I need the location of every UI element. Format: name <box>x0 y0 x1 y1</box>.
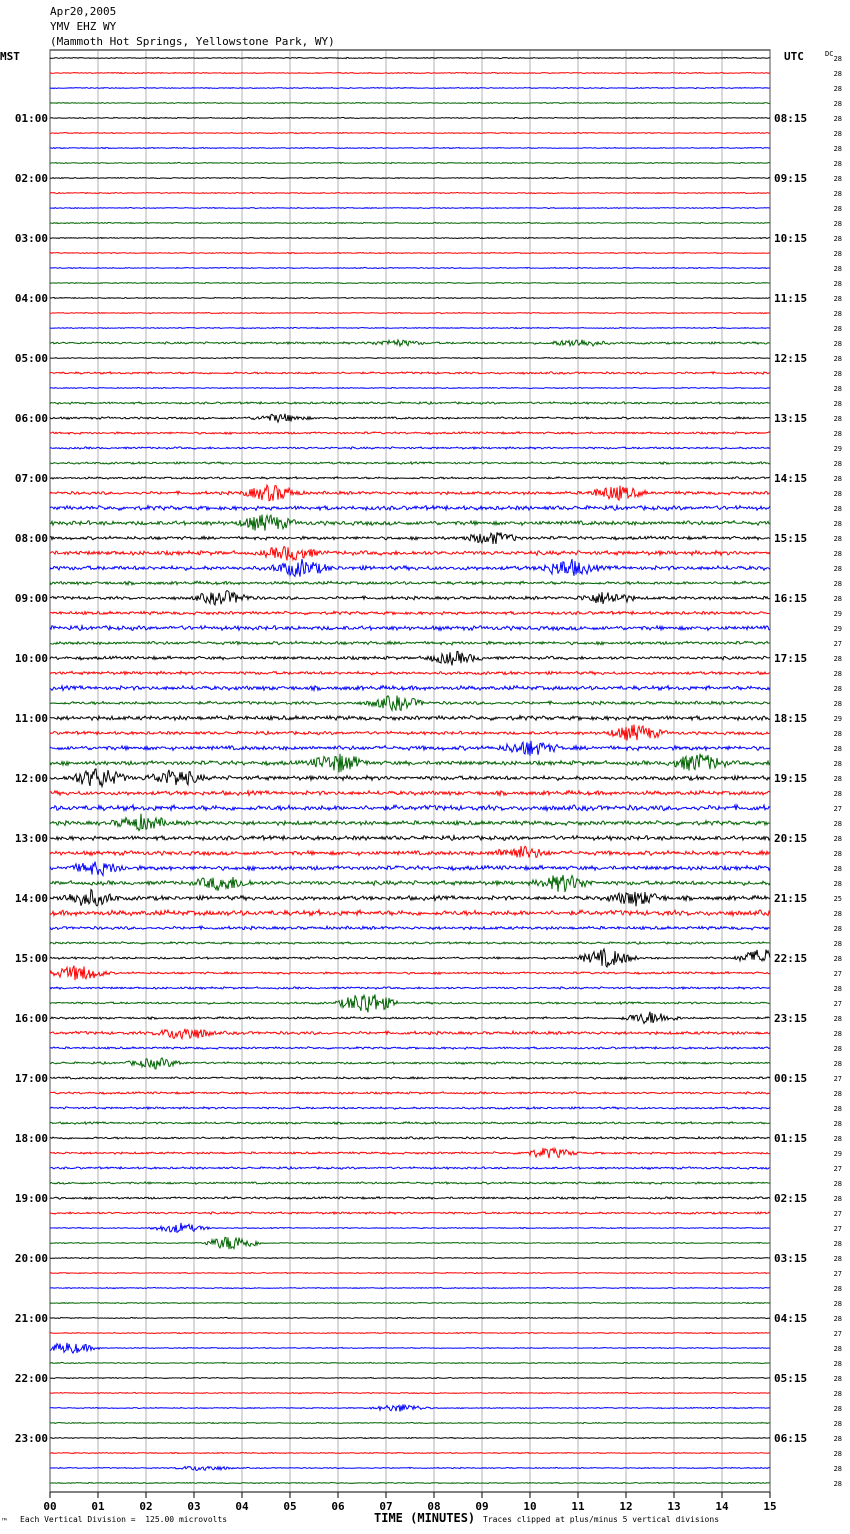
utc-hour-label: 22:15 <box>774 952 808 965</box>
dc-offset: 28 <box>833 460 842 468</box>
trace-line <box>50 1029 770 1039</box>
dc-offset: 27 <box>833 1075 842 1083</box>
trace-line <box>50 1287 770 1288</box>
mst-hour-label: 05:00 <box>14 352 48 365</box>
utc-hour-label: 00:15 <box>774 1072 808 1085</box>
dc-offset: 29 <box>833 625 842 633</box>
mst-hour-label: 02:00 <box>14 172 48 185</box>
dc-offset: 28 <box>833 1060 842 1068</box>
station-location: (Mammoth Hot Springs, Yellowstone Park, WY) <box>50 35 335 48</box>
mst-hour-label: 07:00 <box>14 472 48 485</box>
mst-hour-label: 03:00 <box>14 232 48 245</box>
trace-line <box>50 1223 770 1232</box>
dc-offset: 28 <box>833 835 842 843</box>
dc-offset: 28 <box>833 295 842 303</box>
mst-hour-label: 04:00 <box>14 292 48 305</box>
trace-line <box>50 267 770 268</box>
utc-hour-label: 23:15 <box>774 1012 808 1025</box>
trace-line <box>50 862 770 876</box>
seismic-traces <box>50 57 770 1483</box>
x-tick-label: 05 <box>283 1500 297 1513</box>
dc-offset: 28 <box>833 535 842 543</box>
dc-offset: 28 <box>833 1420 842 1428</box>
trace-line <box>50 1452 770 1453</box>
dc-offset: 28 <box>833 940 842 948</box>
dc-offset: 28 <box>833 145 842 153</box>
trace-line <box>50 162 770 163</box>
trace-line <box>50 485 770 501</box>
trace-line <box>50 297 770 298</box>
trace-line <box>50 1392 770 1393</box>
x-tick-label: 02 <box>139 1500 153 1513</box>
dc-offset: 27 <box>833 1165 842 1173</box>
trace-line <box>50 651 770 665</box>
trace-line <box>50 581 770 585</box>
trace-line <box>50 1422 770 1423</box>
plot-frame <box>50 50 770 1492</box>
trace-line <box>50 1122 770 1124</box>
dc-offset: 28 <box>833 1015 842 1023</box>
dc-offset: 28 <box>833 1030 842 1038</box>
dc-offset: 28 <box>833 490 842 498</box>
utc-hour-label: 18:15 <box>774 712 808 725</box>
dc-offset: 28 <box>833 580 842 588</box>
dc-offset: 28 <box>833 100 842 108</box>
dc-offset: 28 <box>833 1135 842 1143</box>
dc-offset: 28 <box>833 655 842 663</box>
trace-line <box>50 769 770 787</box>
utc-hour-label: 11:15 <box>774 292 808 305</box>
utc-hour-label: 01:15 <box>774 1132 808 1145</box>
dc-offset: 28 <box>833 1045 842 1053</box>
dc-offset: 28 <box>833 1180 842 1188</box>
trace-line <box>50 591 770 605</box>
trace-line <box>50 132 770 133</box>
dc-offset: 28 <box>833 985 842 993</box>
dc-offset: 28 <box>833 1105 842 1113</box>
mst-hour-label: 21:00 <box>14 1312 48 1325</box>
dc-offset: 27 <box>833 970 842 978</box>
trace-line <box>50 910 770 916</box>
dc-offset: 28 <box>833 205 842 213</box>
dc-offset: 28 <box>833 865 842 873</box>
dc-offset: 29 <box>833 610 842 618</box>
dc-offset: 28 <box>833 340 842 348</box>
mst-hour-label: 08:00 <box>14 532 48 545</box>
trace-line <box>50 532 770 544</box>
utc-hour-label: 04:15 <box>774 1312 808 1325</box>
dc-offset: 28 <box>833 265 842 273</box>
trace-line <box>50 87 770 88</box>
trace-line <box>50 1167 770 1169</box>
trace-line <box>50 1272 770 1273</box>
trace-line <box>50 611 770 615</box>
trace-line <box>50 805 770 811</box>
trace-line <box>50 1404 770 1411</box>
dc-offset: 28 <box>833 775 842 783</box>
mst-hour-label: 22:00 <box>14 1372 48 1385</box>
dc-offset: 28 <box>833 1300 842 1308</box>
mst-hour-label: 06:00 <box>14 412 48 425</box>
dc-offset: 28 <box>833 1090 842 1098</box>
trace-line <box>50 1148 770 1158</box>
utc-hour-label: 20:15 <box>774 832 808 845</box>
trace-line <box>50 147 770 148</box>
mst-hour-label: 23:00 <box>14 1432 48 1445</box>
trace-line <box>50 696 770 711</box>
trace-line <box>50 1047 770 1049</box>
dc-offset: 28 <box>833 1405 842 1413</box>
utc-hour-label: 21:15 <box>774 892 808 905</box>
trace-line <box>50 846 770 858</box>
trace-line <box>50 890 770 907</box>
dc-offset: 28 <box>833 430 842 438</box>
dc-offset: 28 <box>833 1120 842 1128</box>
dc-offset: 28 <box>833 1195 842 1203</box>
dc-offset: 28 <box>833 925 842 933</box>
trace-line <box>50 949 770 967</box>
dc-offset: 28 <box>833 235 842 243</box>
trace-line <box>50 1182 770 1184</box>
mst-hour-label: 09:00 <box>14 592 48 605</box>
trace-line <box>50 237 770 238</box>
dc-offset: 28 <box>833 1390 842 1398</box>
dc-offset: 28 <box>833 280 842 288</box>
trace-line <box>50 477 770 479</box>
trace-line <box>50 462 770 464</box>
trace-line <box>50 641 770 645</box>
dc-offset: 28 <box>833 745 842 753</box>
trace-line <box>50 942 770 944</box>
utc-label: UTC <box>784 50 804 63</box>
trace-line <box>50 1343 770 1353</box>
dc-offset: 28 <box>833 730 842 738</box>
time-labels <box>15 55 842 1513</box>
trace-line <box>50 1302 770 1303</box>
dc-offset: 28 <box>833 670 842 678</box>
trace-line <box>50 1137 770 1139</box>
utc-hour-label: 16:15 <box>774 592 808 605</box>
trace-line <box>50 1012 770 1024</box>
dc-offset: 28 <box>833 1345 842 1353</box>
station-code: YMV EHZ WY <box>50 20 117 33</box>
x-tick-label: 15 <box>763 1500 777 1513</box>
trace-line <box>50 402 770 404</box>
dc-offset: 28 <box>833 1315 842 1323</box>
utc-hour-label: 19:15 <box>774 772 808 785</box>
dc-offset: 27 <box>833 640 842 648</box>
mst-hour-label: 18:00 <box>14 1132 48 1145</box>
trace-line <box>50 222 770 223</box>
dc-offset: 28 <box>833 85 842 93</box>
x-tick-label: 10 <box>523 1500 537 1513</box>
dc-offset: 28 <box>833 1285 842 1293</box>
dc-offset: 28 <box>833 790 842 798</box>
trace-line <box>50 57 770 58</box>
dc-offset: 27 <box>833 1225 842 1233</box>
x-tick-label: 08 <box>427 1500 441 1513</box>
dc-offset: 28 <box>833 1435 842 1443</box>
trace-line <box>50 671 770 675</box>
grid-lines <box>50 50 770 1498</box>
dc-offset: 28 <box>833 565 842 573</box>
dc-offset: 29 <box>833 1150 842 1158</box>
utc-hour-label: 15:15 <box>774 532 808 545</box>
trace-line <box>50 117 770 118</box>
mst-hour-label: 14:00 <box>14 892 48 905</box>
trace-line <box>50 1466 770 1470</box>
trace-line <box>50 716 770 721</box>
dc-offset: 28 <box>833 385 842 393</box>
utc-hour-label: 12:15 <box>774 352 808 365</box>
trace-line <box>50 1197 770 1199</box>
trace-line <box>50 1058 770 1069</box>
utc-hour-label: 03:15 <box>774 1252 808 1265</box>
mst-hour-label: 19:00 <box>14 1192 48 1205</box>
trace-line <box>50 192 770 193</box>
dc-offset: 27 <box>833 1210 842 1218</box>
trace-line <box>50 252 770 253</box>
trace-line <box>50 926 770 930</box>
utc-hour-label: 05:15 <box>774 1372 808 1385</box>
mst-hour-label: 13:00 <box>14 832 48 845</box>
x-tick-label: 06 <box>331 1500 345 1513</box>
dc-offset: 28 <box>833 1375 842 1383</box>
x-tick-label: 14 <box>715 1500 729 1513</box>
dc-offset: 28 <box>833 130 842 138</box>
mst-hour-label: 11:00 <box>14 712 48 725</box>
x-tick-label: 01 <box>91 1500 105 1513</box>
dc-offset: 28 <box>833 175 842 183</box>
dc-offset: 28 <box>833 325 842 333</box>
trace-line <box>50 447 770 449</box>
dc-offset: 28 <box>833 70 842 78</box>
mst-hour-label: 12:00 <box>14 772 48 785</box>
mst-hour-label: 20:00 <box>14 1252 48 1265</box>
utc-hour-label: 10:15 <box>774 232 808 245</box>
x-tick-label: 03 <box>187 1500 201 1513</box>
trace-line <box>50 1237 770 1249</box>
dc-offset: 27 <box>833 1330 842 1338</box>
dc-offset: 28 <box>833 700 842 708</box>
trace-line <box>50 814 770 831</box>
trace-line <box>50 72 770 73</box>
trace-line <box>50 282 770 283</box>
trace-line <box>50 547 770 561</box>
utc-hour-label: 08:15 <box>774 112 808 125</box>
dc-offset: 28 <box>833 310 842 318</box>
mst-hour-label: 17:00 <box>14 1072 48 1085</box>
dc-offset: 28 <box>833 1465 842 1473</box>
scale-note: Each Vertical Division = 125.00 microvolts <box>20 1515 228 1524</box>
dc-offset: 28 <box>833 220 842 228</box>
trace-line <box>50 1377 770 1378</box>
x-tick-label: 12 <box>619 1500 633 1513</box>
dc-offset: 29 <box>833 715 842 723</box>
trace-line <box>50 1362 770 1363</box>
utc-hour-label: 17:15 <box>774 652 808 665</box>
dc-offset: 28 <box>833 370 842 378</box>
trace-line <box>50 1092 770 1094</box>
trace-line <box>50 312 770 313</box>
trace-line <box>50 1317 770 1318</box>
trace-line <box>50 1482 770 1483</box>
trace-line <box>50 357 770 358</box>
dc-offset: 28 <box>833 400 842 408</box>
dc-offset: 27 <box>833 1270 842 1278</box>
dc-offset: 27 <box>833 1000 842 1008</box>
trace-line <box>50 1212 770 1214</box>
dc-offset: 28 <box>833 1450 842 1458</box>
trace-line <box>50 725 770 741</box>
trace-line <box>50 791 770 796</box>
x-axis-label: TIME (MINUTES) <box>374 1511 476 1525</box>
utc-hour-label: 06:15 <box>774 1432 808 1445</box>
dc-offset: 28 <box>833 1360 842 1368</box>
dc-offset: 28 <box>833 955 842 963</box>
trace-line <box>50 875 770 892</box>
dc-offset: 28 <box>833 115 842 123</box>
trace-line <box>50 515 770 531</box>
trace-line <box>50 741 770 756</box>
trace-line <box>50 1437 770 1438</box>
dc-offset: 25 <box>833 895 842 903</box>
clip-note: Traces clipped at plus/minus 5 vertical divisions <box>483 1515 720 1524</box>
dc-offset: 28 <box>833 505 842 513</box>
trace-line <box>50 626 770 631</box>
trace-line <box>50 207 770 208</box>
mst-hour-label: 15:00 <box>14 952 48 965</box>
trace-line <box>50 102 770 103</box>
dc-offset: 28 <box>833 760 842 768</box>
trace-line <box>50 754 770 773</box>
dc-offset: 28 <box>833 550 842 558</box>
dc-offset: 28 <box>833 850 842 858</box>
mst-hour-label: 01:00 <box>14 112 48 125</box>
mst-label: MST <box>0 50 20 63</box>
x-tick-label: 13 <box>667 1500 681 1513</box>
trace-line <box>50 1077 770 1079</box>
utc-hour-label: 02:15 <box>774 1192 808 1205</box>
trace-line <box>50 327 770 328</box>
x-tick-label: 07 <box>379 1500 393 1513</box>
dc-offset: 28 <box>833 250 842 258</box>
trace-line <box>50 340 770 346</box>
trace-line <box>50 559 770 577</box>
trace-line <box>50 1257 770 1258</box>
x-tick-label: 11 <box>571 1500 585 1513</box>
trace-line <box>50 432 770 434</box>
dc-offset: 28 <box>833 1240 842 1248</box>
dc-offset: 27 <box>833 805 842 813</box>
dc-label: DC <box>825 50 834 58</box>
dc-offset: 28 <box>833 1255 842 1263</box>
dc-offset: 28 <box>833 355 842 363</box>
footer-mark: ™ <box>2 1517 7 1526</box>
trace-line <box>50 836 770 841</box>
utc-hour-label: 13:15 <box>774 412 808 425</box>
trace-line <box>50 506 770 511</box>
dc-offset: 28 <box>833 475 842 483</box>
trace-line <box>50 966 770 981</box>
utc-hour-label: 14:15 <box>774 472 808 485</box>
trace-line <box>50 686 770 691</box>
mst-hour-label: 16:00 <box>14 1012 48 1025</box>
dc-offset: 28 <box>833 820 842 828</box>
dc-offset: 28 <box>833 160 842 168</box>
utc-hour-label: 09:15 <box>774 172 808 185</box>
dc-offset: 28 <box>833 190 842 198</box>
x-tick-label: 00 <box>43 1500 57 1513</box>
x-tick-label: 04 <box>235 1500 249 1513</box>
mst-hour-label: 10:00 <box>14 652 48 665</box>
trace-line <box>50 372 770 374</box>
dc-offset: 28 <box>833 595 842 603</box>
trace-line <box>50 387 770 388</box>
dc-offset: 29 <box>833 445 842 453</box>
trace-line <box>50 1107 770 1109</box>
trace-line <box>50 987 770 989</box>
dc-offset: 28 <box>833 880 842 888</box>
x-tick-label: 09 <box>475 1500 489 1513</box>
dc-offset: 28 <box>833 685 842 693</box>
dc-offset: 28 <box>833 1480 842 1488</box>
dc-offset: 28 <box>833 415 842 423</box>
dc-offset: 28 <box>833 910 842 918</box>
trace-line <box>50 994 770 1012</box>
dc-offset: 28 <box>833 520 842 528</box>
dc-offset: 28 <box>833 55 842 63</box>
plot-date: Apr20,2005 <box>50 5 117 18</box>
trace-line <box>50 414 770 422</box>
trace-line <box>50 177 770 178</box>
trace-line <box>50 1332 770 1333</box>
